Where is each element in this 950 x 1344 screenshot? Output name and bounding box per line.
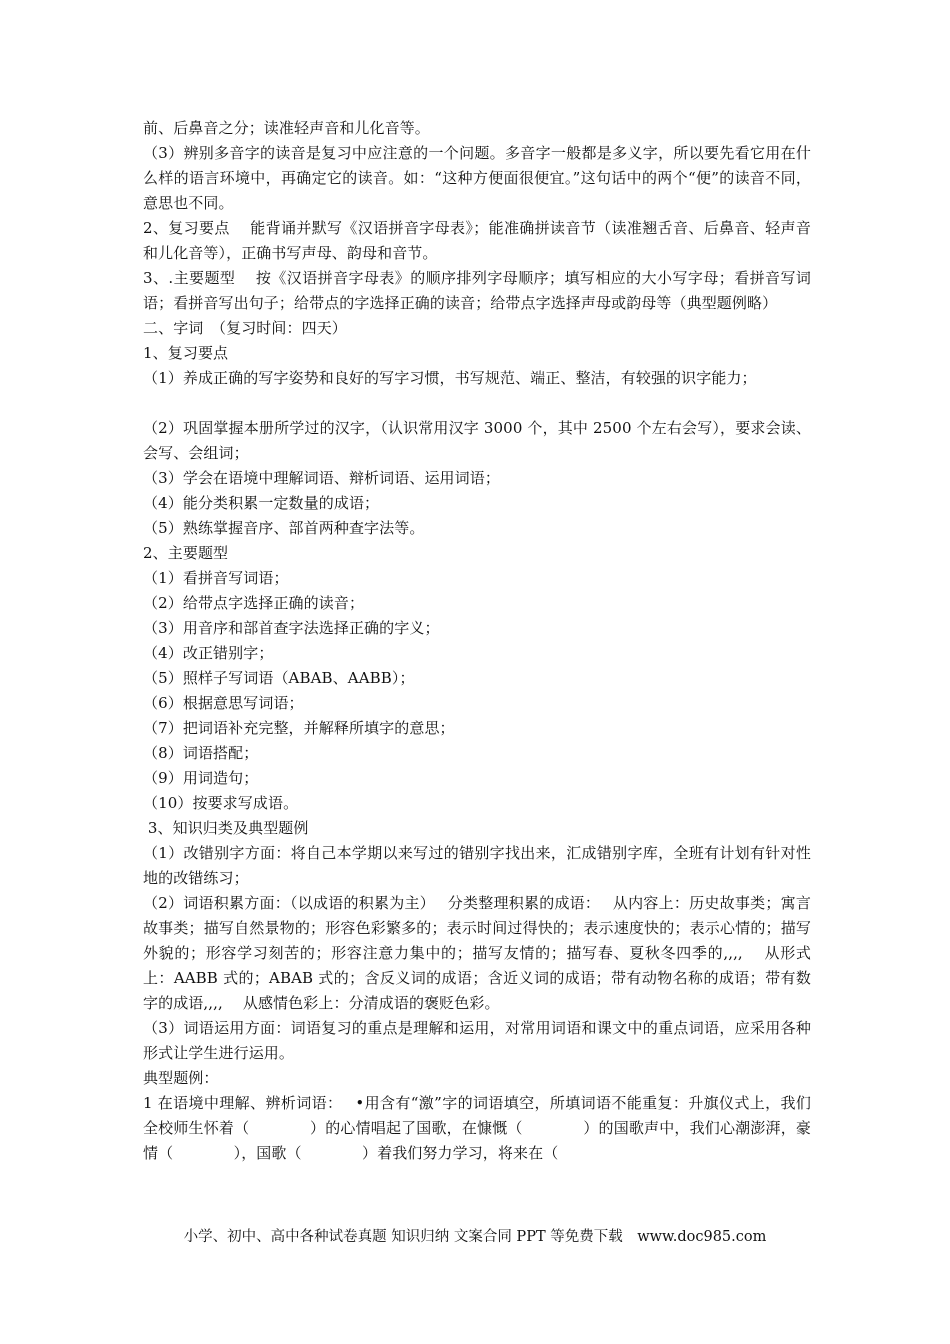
list-item: （2）巩固掌握本册所学过的汉字，（认识常用汉字 3000 个，其中 2500 个左右会写），要求会读、会写、会组词； <box>143 419 811 462</box>
subsection-heading: 2、主要题型 <box>143 544 229 562</box>
list-item: （4）能分类积累一定数量的成语； <box>143 494 380 512</box>
example-question: 1 在语境中理解、辨析词语： •用含有“激”字的词语填空，所填词语不能重复：升旗仪式上，我们全校师生怀着（ ）的心情唱起了国歌，在慷慨（ ）的国歌声中，我们心潮澎湃，豪情（ ），国歌（ ）着我们努力学习，将来在（ <box>143 1094 811 1162</box>
blank-line <box>143 391 811 416</box>
list-item: （2）词语积累方面：（以成语的积累为主） 分类整理积累的成语： 从内容上：历史故事类；寓言故事类；描写自然景物的；形容色彩繁多的；表示时间过得快的；表示速度快的；表示心情的；描写外貌的；形容学习刻苦的；形容注意力集中的；描写友情的；描写春、夏秋冬四季的,,,, 从形式上：AABB 式的；ABAB 式的；含反义词的成语；含近义词的成语；带有动物名称的成语；带有数字的成语,,,, 从感情色彩上：分清成语的褒贬色彩。 <box>143 894 811 1012</box>
page-footer: 小学、初中、高中各种试卷真题 知识归纳 文案合同 PPT 等免费下载 www.doc985.com <box>183 1229 767 1245</box>
subsection-heading: 典型题例： <box>143 1069 219 1087</box>
document-body <box>143 116 811 1166</box>
list-item: （4）改正错别字； <box>143 644 274 662</box>
list-item: （3）学会在语境中理解词语、辩析词语、运用词语； <box>143 469 500 487</box>
text-paragraph: 3、.主要题型 按《汉语拼音字母表》的顺序排列字母顺序；填写相应的大小写字母；看拼音写词语；看拼音写出句子；给带点的字选择正确的读音；给带点字选择声母或韵母等（典型题例略） <box>143 269 811 312</box>
text-paragraph: （3）辨别多音字的读音是复习中应注意的一个问题。多音字一般都是多义字，所以要先看它用在什么样的语言环境中，再确定它的读音。如：“这种方便面很便宜。”这句话中的两个“便”的读音不同，意思也不同。 <box>143 144 811 212</box>
list-item: （6）根据意思写词语； <box>143 694 304 712</box>
list-item: （5）熟练掌握音序、部首两种查字法等。 <box>143 519 425 537</box>
list-item: （10）按要求写成语。 <box>143 794 299 812</box>
list-item: （1）养成正确的写字姿势和良好的写字习惯，书写规范、端正、整洁，有较强的识字能力； <box>143 369 757 387</box>
list-item: （1）看拼音写词语； <box>143 569 289 587</box>
text-paragraph: 2、复习要点 能背诵并默写《汉语拼音字母表》；能准确拼读音节（读准翘舌音、后鼻音、轻声音和儿化音等），正确书写声母、韵母和音节。 <box>143 219 811 262</box>
text-line: 前、后鼻音之分；读准轻声音和儿化音等。 <box>143 119 430 137</box>
list-item: （3）词语运用方面：词语复习的重点是理解和运用，对常用词语和课文中的重点词语，应采用各种形式让学生进行运用。 <box>143 1019 811 1062</box>
list-item: （3）用音序和部首查字法选择正确的字义； <box>143 619 440 637</box>
section-heading: 二、字词 （复习时间：四天） <box>143 319 347 337</box>
list-item: （1）改错别字方面：将自己本学期以来写过的错别字找出来，汇成错别字库，全班有计划有针对性地的改错练习； <box>143 844 811 887</box>
list-item: （5）照样子写词语（ABAB、AABB）； <box>143 669 415 687</box>
subsection-heading: 1、复习要点 <box>143 344 229 362</box>
subsection-heading: 3、知识归类及典型题例 <box>143 819 309 837</box>
list-item: （8）词语搭配； <box>143 744 259 762</box>
list-item: （7）把词语补充完整，并解释所填字的意思； <box>143 719 455 737</box>
list-item: （2）给带点字选择正确的读音； <box>143 594 365 612</box>
list-item: （9）用词造句； <box>143 769 259 787</box>
